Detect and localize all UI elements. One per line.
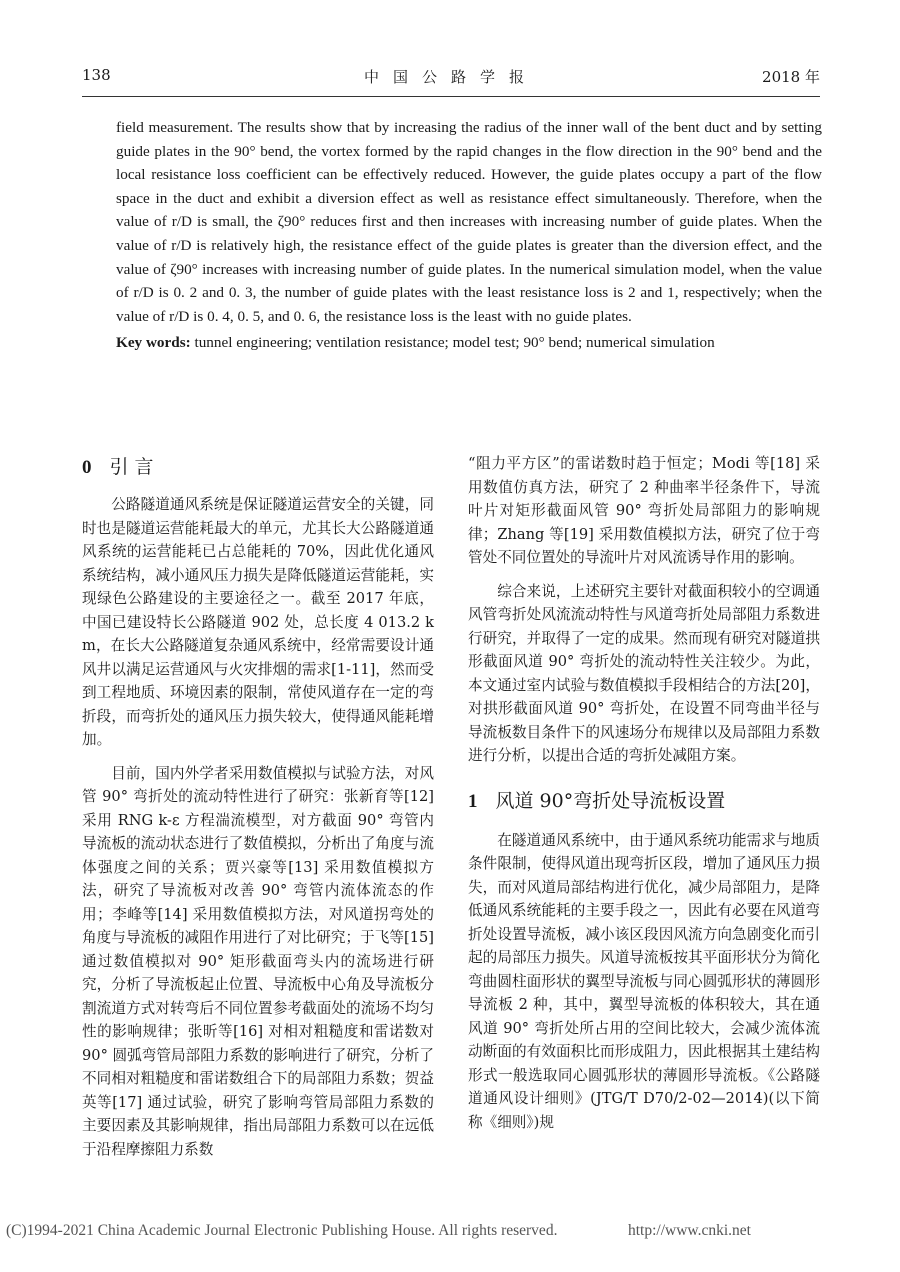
keywords-label: Key words: bbox=[116, 334, 191, 352]
section-heading-guide-plates bbox=[468, 786, 820, 817]
section-title: 风道 90°弯折处导流板设置 bbox=[495, 789, 726, 812]
left-column bbox=[82, 452, 434, 1161]
section-number: 0 bbox=[82, 457, 92, 478]
copyright-text: (C)1994-2021 China Academic Journal Electronic Publishing House. All rights reserved. bbox=[6, 1222, 558, 1239]
keywords-text: tunnel engineering; ventilation resistance; model test; 90° bend; numerical simulation bbox=[190, 334, 715, 352]
intro-paragraph-1: 公路隧道通风系统是保证隧道运营安全的关键，同时也是隧道运营能耗最大的单元，尤其长大公路隧道通风系统的运营能耗已占总能耗的 70%，因此优化通风系统结构，减小通风压力损失是降低隧道运营能耗，实现绿色公路建设的主要途径之一。截至 2017 年底，中国已建设特长公路隧道 902 处，总长度 4 013.2 km，在长大公路隧道复杂通风系统中，经常需要设计通风井以满足运营通风与火灾排烟的需求[1-11]，然而受到工程地质、环境因素的限制，常使风道存在一定的弯折段，而弯折处的通风压力损失较大，使得通风能耗增加。 bbox=[82, 496, 434, 748]
section-number: 1 bbox=[468, 790, 478, 812]
section1-paragraph-1: 在隧道通风系统中，由于通风系统功能需求与地质条件限制，使得风道出现弯折区段，增加了通风压力损失，而对风道局部结构进行优化，减少局部阻力，是降低通风系统能耗的主要手段之一，因此有必要在风道弯折处设置导流板，减小该区段因风流方向急剧变化而引起的局部压力损失。风道导流板按其平面形状分为简化弯曲圆柱面形状的翼型导流板与同心圆弧形状的薄圆形导流板 2 种，其中，翼型导流板的体积较大，其在通风道 90° 弯折处所占用的空间比较大，会减少流体流动断面的有效面积比而形成阻力，因此根据其土建结构形式一般选取同心圆弧形状的薄圆形导流板。《公路隧道通风设计细则》(JTG/T D70/2-02—2014)(以下简称《细则》)规 bbox=[468, 831, 820, 1131]
intro-paragraph-2: 目前，国内外学者采用数值模拟与试验方法，对风管 90° 弯折处的流动特性进行了研究：张新育等[12] 采用 RNG k-ε 方程湍流模型，对方截面 90° 弯管内导流板的流动状态进行了数值模拟，分析出了角度与流体强度之间的关系；贾兴豪等[13] 采用数值模拟方法，研究了导流板对改善 90° 弯管内流体流态的作用；李峰等[14] 采用数值模拟方法，对风道拐弯处的角度与导流板的减阻作用进行了对比研究；于飞等[15] 通过数值模拟对 90° 矩形截面弯头内的流场进行研究，分析了导流板起止位置、导流板中心角及导流板分割流道方式对转弯后不同位置参考截面处的流场不均匀性的影响规律；张昕等[16] 对相对粗糙度和雷诺数对 90° 圆弧弯管局部阻力系数的影响进行了研究，分析了不同相对粗糙度和雷诺数组合下的局部阻力系数；贺益英等[17] 通过试验，研究了影响弯管局部阻力系数的主要因素及其影响规律，指出局部阻力系数可以在远低于沿程摩擦阻力系数 bbox=[82, 764, 434, 1158]
footer-url: http://www.cnki.net bbox=[628, 1222, 751, 1239]
intro-paragraph-2-continued: “阻力平方区”的雷诺数时趋于恒定；Modi 等[18] 采用数值仿真方法，研究了 2 种曲率半径条件下，导流叶片对矩形截面风管 90° 弯折处局部阻力的影响规律；Zhang 等[19] 采用数值模拟方法，研究了位于弯管处不同位置处的导流叶片对风流诱导作用的影响。 bbox=[468, 455, 820, 566]
journal-name: 中国公路学报 bbox=[363, 68, 538, 86]
intro-paragraph-3: 综合来说，上述研究主要针对截面积较小的空调通风管弯折处风流流动特性与风道弯折处局部阻力系数进行研究，并取得了一定的成果。然而现有研究对隧道拱形截面风道 90° 弯折处的流动特性关注较少。为此，本文通过室内试验与数值模拟手段相结合的方法[20]，对拱形截面风道 90° 弯折处，在设置不同弯曲半径与导流板数目条件下的风速场分布规律以及局部阻力系数进行分析，以提出合适的弯折处减阻方案。 bbox=[468, 582, 820, 764]
publication-year: 2018 年 bbox=[762, 68, 820, 86]
running-header bbox=[82, 66, 820, 94]
page-number: 138 bbox=[82, 66, 111, 84]
copyright-footer bbox=[6, 1222, 894, 1240]
english-abstract bbox=[116, 116, 822, 355]
keywords-line bbox=[116, 331, 822, 355]
section-title: 引 言 bbox=[109, 456, 154, 478]
section-heading-introduction bbox=[82, 452, 434, 483]
right-column bbox=[468, 452, 820, 1134]
abstract-text: field measurement. The results show that by increasing the radius of the inner wall of the bent duct and by setting guide plates in the 90° bend, the vortex formed by the rapid changes in the flow direction in the 90° bend and the local resistance loss coefficient can be effectively reduced. However, the guide plates occupy a part of the flow space in the duct and exhibit a diversion effect as well as resistance effect simultaneously. Therefore, when the value of r/D is small, the ζ90° reduces first and then increases with increasing number of guide plates. When the value of r/D is relatively high, the resistance effect of the guide plates is greater than the diversion effect, and the value of ζ90° increases with increasing number of guide plates. In the numerical simulation model, when the value of r/D is 0. 2 and 0. 3, the number of guide plates with the least resistance loss is 2 and 1, respectively; when the value of r/D is 0. 4, 0. 5, and 0. 6, the resistance loss is the least with no guide plates. bbox=[116, 119, 822, 325]
header-rule bbox=[82, 96, 820, 97]
